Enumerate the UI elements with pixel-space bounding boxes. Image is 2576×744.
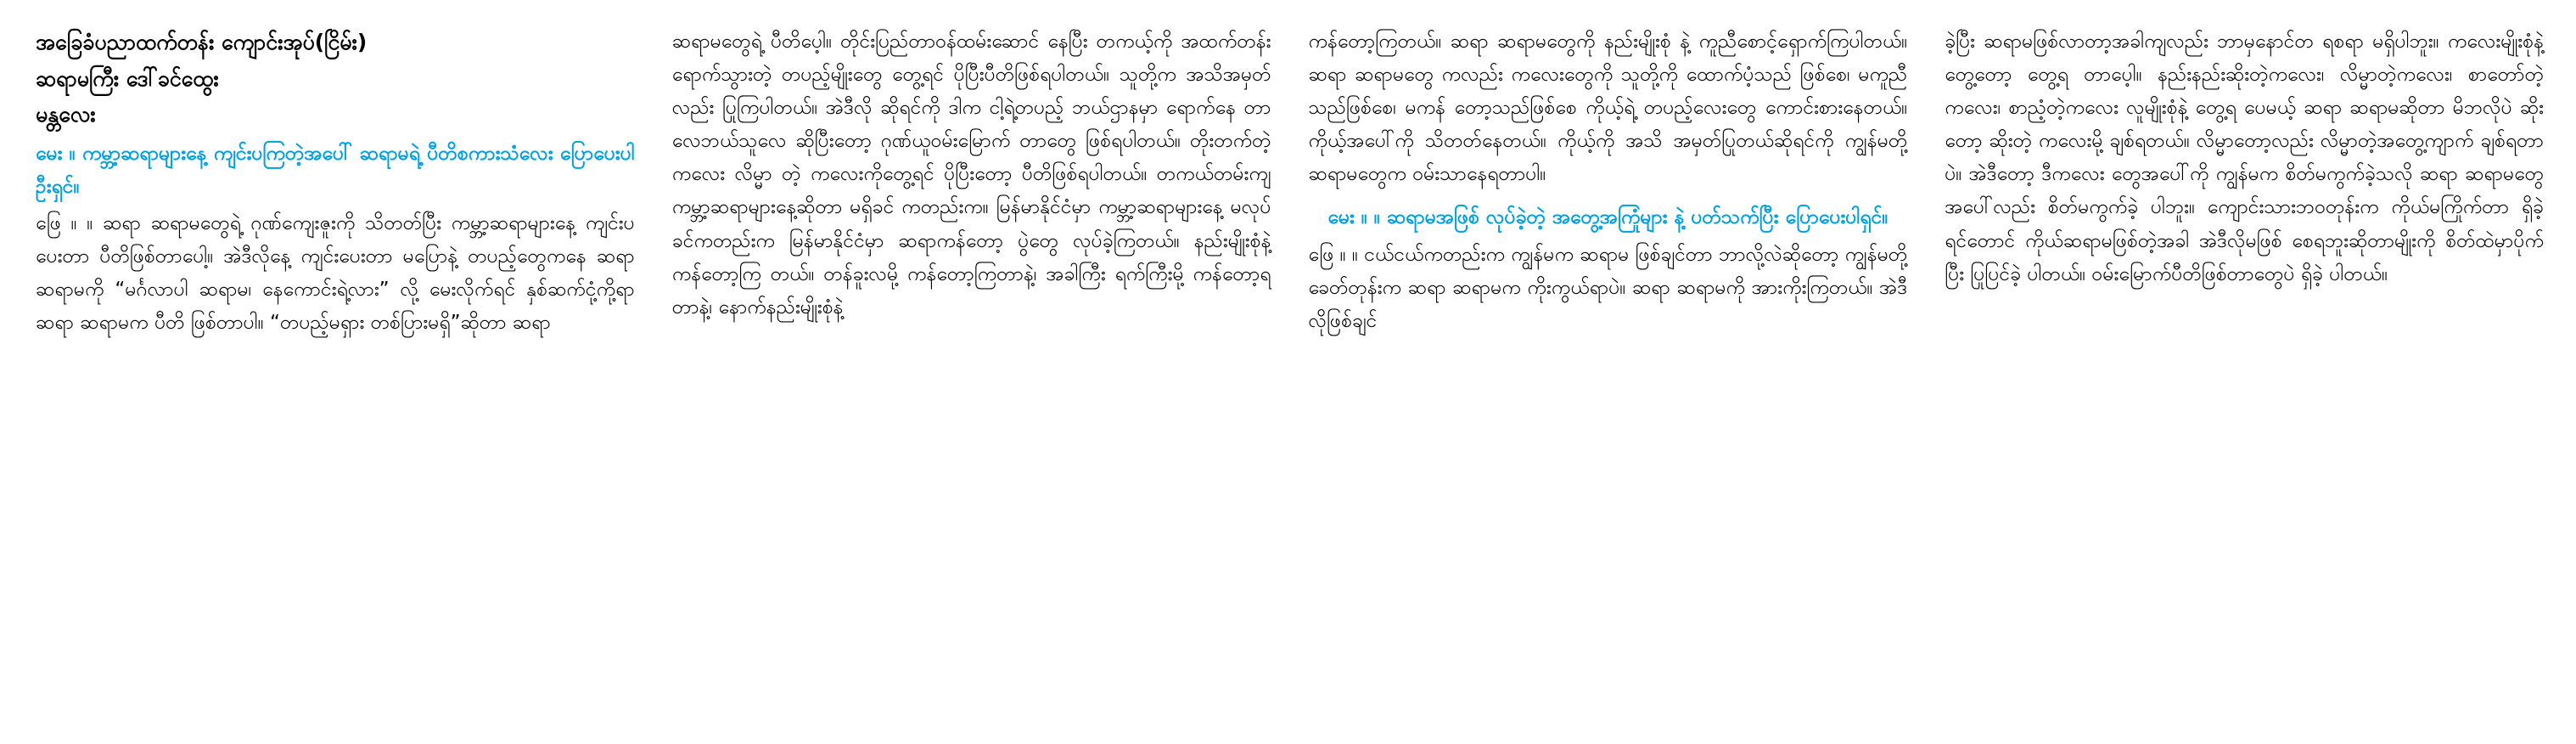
document-title: အခြေခံပညာထက်တန်း ကျောင်းအုပ်(ငြိမ်း) bbox=[36, 30, 368, 54]
text-column-4 bbox=[1926, 25, 2552, 736]
text-column-3 bbox=[1290, 25, 1927, 736]
paragraph-continuation-2: ကန်တော့ကြတယ်။ ဆရာ ဆရာမတွေကို နည်းမျိုးစုံ နဲ့ ကူညီစောင့်ရှောက်ကြပါတယ်။ ဆရာ ဆရာမတွေ ကလည်း ကလေးတွေကို သူတို့ကို ထောက်ပံ့သည် ဖြစ်စေ၊ မကူညီသည်ဖြစ်စေ၊ မကန် တော့သည်ဖြစ်စေ ကိုယ့်ရဲ့ တပည့်လေးတွေ ကောင်းစားနေတယ်။ ကိုယ့်အပေါ်ကို သိတတ်နေတယ်။ ကိုယ့်ကို အသိ အမှတ်ပြုတယ်ဆိုရင်ကို ကျွန်မတို့ ဆရာမတွေက ဝမ်းသာနေရတာပါ။ bbox=[1308, 31, 1908, 186]
text-column-1 bbox=[24, 25, 654, 736]
answer-block-1: ဖြေ ။ ။ ဆရာ ဆရာမတွေရဲ့ ဂုဏ်ကျေးဇူးကို သိတတ်ပြီး ကမ္ဘာ့ဆရာများနေ့ ကျင်းပ ပေးတာ ပီတိဖြစ်တာပေါ့။ အဲဒီလိုနေ့ ကျင်းပေးတာ မပြောနဲ့ တပည့်တွေကနေ ဆရာ ဆရာမကို “မင်္ဂလာပါ ဆရာမ၊ နေကောင်းရဲ့လား” လို့ မေးလိုက်ရင် နှစ်ဆက်ငုံ့ကို့ရာ ဆရာ ဆရာမက ပီတိ ဖြစ်တာပါ။ “တပည့်မရှား တစ်ပြားမရှိ”ဆိုတာ ဆရာ bbox=[36, 211, 635, 334]
question-block-2: မေး ။ ။ ဆရာမအဖြစ် လုပ်ခဲ့တဲ့ အတွေ့အကြုံများ နဲ့ ပတ်သက်ပြီး ပြောပေးပါရှင်။ bbox=[1327, 206, 1889, 229]
document-subtitle: ဆရာမကြီး ဒေါ်ခင်ထွေး bbox=[36, 65, 219, 91]
paragraph-spacer bbox=[1309, 191, 1908, 196]
paragraph-continuation-1: ဆရာမတွေရဲ့ ပီတိပေ့ါ။ တိုင်းပြည်တာဝန်ထမ်းဆောင် နေပြီး တကယ့်ကို အထက်တန်းရောက်သွားတဲ့ တပည့်မျိုးတွေ တွေ့ရင် ပိုပြီးပီတိဖြစ်ရပါတယ်။ သူတို့က အသိအမှတ်လည်း ပြုကြပါတယ်။ အဲဒီလို ဆိုရင်ကို ဒါက ငါ့ရဲ့တပည့် ဘယ်ဌာနမှာ ရောက်နေ တာလေဘယ်သူလေ ဆိုပြီးတော့ ဂုဏ်ယူဝမ်းမြောက် တာတွေ ဖြစ်ရပါတယ်။ တိုးတက်တဲ့ကလေး လိမ္မာ တဲ့ ကလေးကိုတွေ့ရင် ပိုပြီးတော့ ပီတိဖြစ်ရပါတယ်။ တကယ်တမ်းကျ ကမ္ဘာ့ဆရာများနေ့ဆိုတာ မရှိခင် ကတည်းက။ မြန်မာနိုင်ငံမှာ ကမ္ဘာ့ဆရာများနေ့ မလုပ်ခင်ကတည်းက မြန်မာနိုင်ငံမှာ ဆရာကန်တော့ ပွဲတွေ လုပ်ခဲ့ကြတယ်။ နည်းမျိုးစုံနဲ့ ကန်တော့ကြ တယ်။ တန်ခူးလမို့ ကန်တော့ကြတာနဲ့၊ အခါကြီး ရက်ကြီးမို့ ကန်တော့ရတာနဲ့၊ နောက်နည်းမျိုးစုံနဲ့ bbox=[671, 31, 1271, 318]
question-block-1: မေး ။ ကမ္ဘာ့ဆရာများနေ့ ကျင်းပကြတဲ့အပေါ် ဆရာမရဲ့ ပီတိစကားသံလေး ပြောပေးပါ ဦးရှင်။ bbox=[36, 142, 635, 198]
document-place: မန္တလေး bbox=[36, 102, 96, 127]
text-column-2 bbox=[654, 25, 1290, 736]
answer-block-2: ဖြေ ။ ။ ငယ်ငယ်ကတည်းက ကျွန်မက ဆရာမ ဖြစ်ချင်တာ ဘာလို့လဲဆိုတော့ ကျွန်မတို့ ခေတ်တုန်းက ဆရာ ဆရာမက ကိုးကွယ်ရာပဲ။ ဆရာ ဆရာမကို အားကိုးကြတယ်။ အဲဒီလိုဖြစ်ချင် bbox=[1308, 243, 1908, 332]
paragraph-continuation-3: ခဲ့ပြီး ဆရာမဖြစ်လာတာ့အခါကျလည်း ဘာမှနောင်တ ရစရာ မရှိပါဘူး။ ကလေးမျိုးစုံနဲ့ တွေ့တော့ တွေ့ရ တာပေ့ါ။ နည်းနည်းဆိုးတဲ့ကလေး၊ လိမ္မာတဲ့ကလေး၊ စာတော်တဲ့ကလေး၊ စာညံ့တဲ့ကလေး လူမျိုးစုံနဲ့ တွေ့ရ ပေမယ့် ဆရာ ဆရာမဆိုတာ မိဘလိုပဲ ဆိုးတော့ ဆိုးတဲ့ ကလေးမို့ ချစ်ရတယ်။ လိမ္မာတော့လည်း လိမ္မာတဲ့အတွေ့ကျာက် ချစ်ရတာပဲ။ အဲဒီတော့ ဒီကလေး တွေအပေါ်ကို ကျွန်မက စိတ်မကွက်ခဲ့သလို ဆရာ ဆရာမတွေအပေါ်လည်း စိတ်မကွက်ခဲ့ ပါဘူး။ ကျောင်းသားဘဝတုန်းက ကိုယ်မကြိုက်တာ ရှိခဲ့ရင်တောင် ကိုယ်ဆရာမဖြစ်တဲ့အခါ အဲဒီလိုမဖြစ် စေရဘူးဆိုတာမျိုးကို စိတ်ထဲမှာပိုက်ပြီး ပြုပြင်ခဲ့ ပါတယ်။ ဝမ်းမြောက်ပီတိဖြစ်တာတွေပဲ ရှိခဲ့ ပါတယ်။ bbox=[1945, 31, 2544, 285]
